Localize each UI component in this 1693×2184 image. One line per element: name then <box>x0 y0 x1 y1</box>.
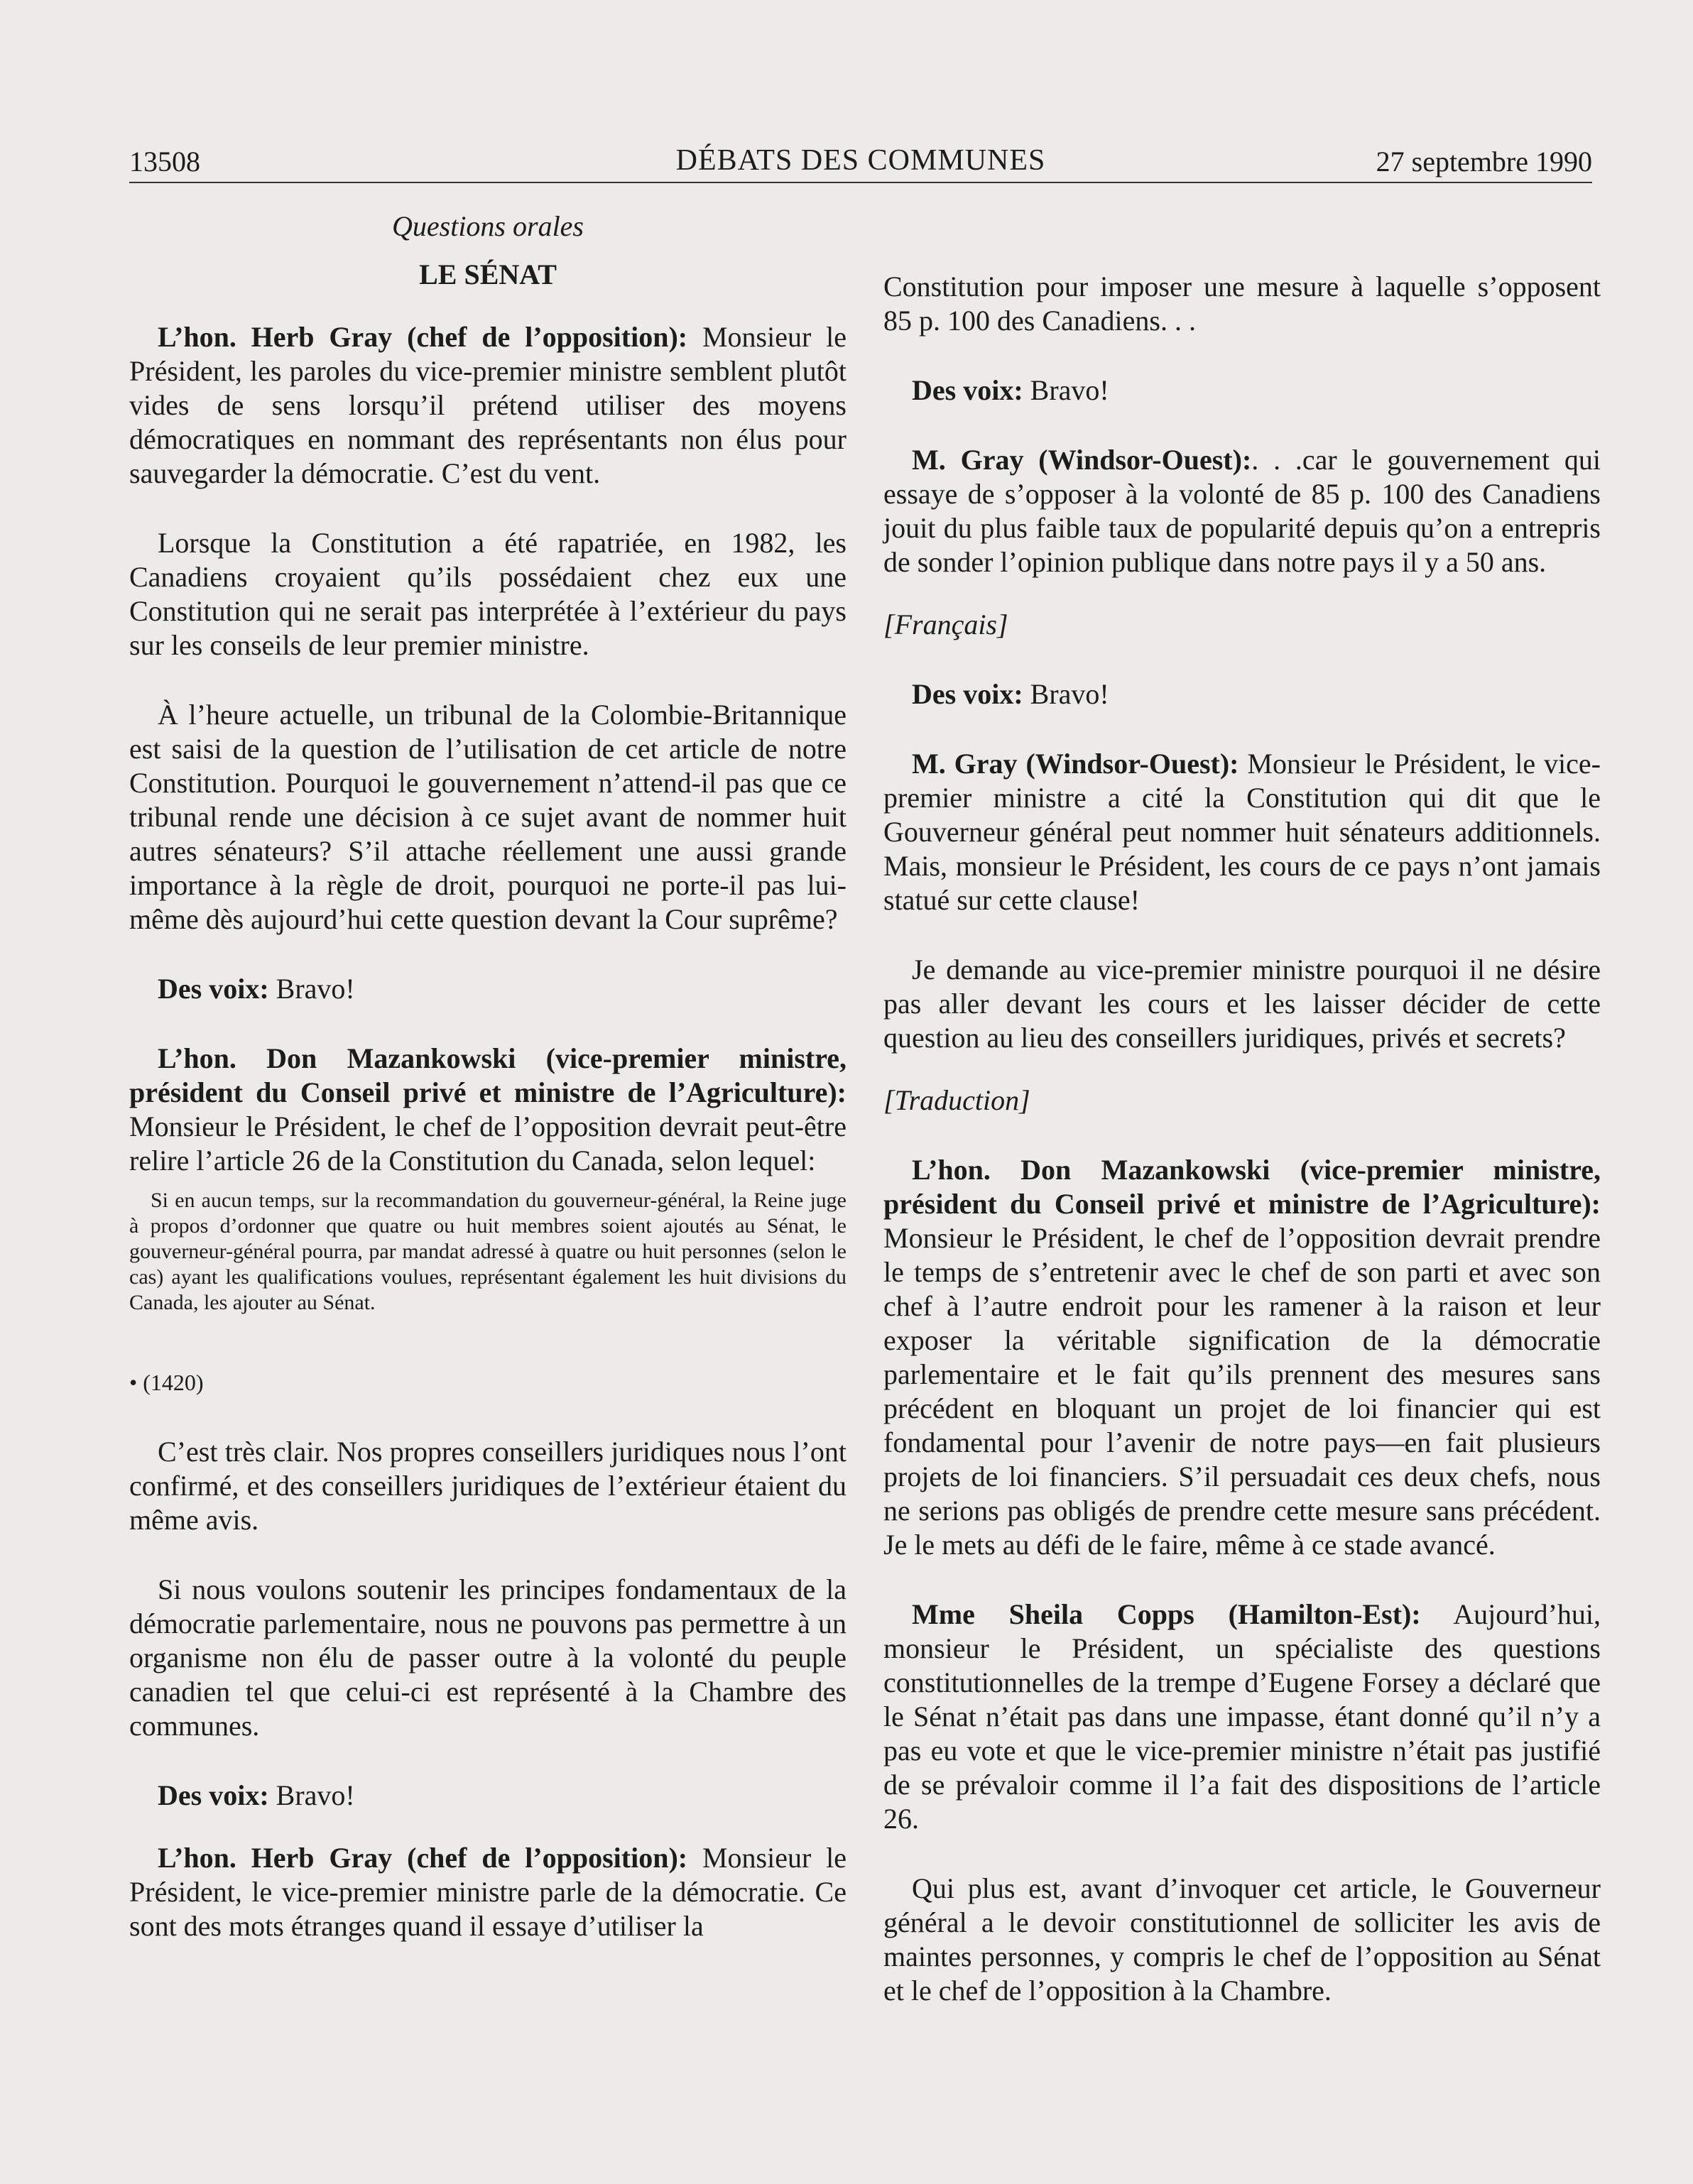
speaker-name: M. Gray (Windsor-Ouest): <box>912 748 1239 780</box>
language-marker: [Français] <box>883 608 1008 640</box>
paragraph: Si nous voulons soutenir les principes fondamentaux de la démocratie parlementaire, nous ne pouvons pas permettre à un organisme non élu de passer outre à la volonté du peuple canadien tel que celui-ci est représenté à la Chambre des communes. <box>129 1573 846 1742</box>
publication-date: 27 septembre 1990 <box>1376 146 1592 178</box>
left-column <box>129 209 846 1943</box>
paragraph <box>883 443 1601 579</box>
speech-text: Monsieur le Président, les paroles du vice-premier ministre semblent plutôt vides de sens lorsqu’il prétend utiliser des moyens démocratiques en nommant des représentants non élus pour sauvegarder la démocratie. C’est du vent. <box>129 321 847 489</box>
right-column <box>883 270 1601 2008</box>
paragraph: Lorsque la Constitution a été rapatriée, en 1982, les Canadiens croyaient qu’ils possédaient chez eux une Constitution qui ne serait pas interprétée à l’extérieur du pays sur les conseils de leur premier ministre. <box>129 527 846 661</box>
speech-text: Bravo! <box>1023 374 1109 406</box>
speech-text: Bravo! <box>1023 678 1109 710</box>
speech-text: Monsieur le Président, le chef de l’opposition devrait prendre le temps de s’entretenir avec le chef de son parti et avec son chef à l’autre endroit pour les ramener à la raison et leur exposer la véritable signification de la démocratie parlementaire et le fait qu’ils prennent des mesures sans précédent en bloquant un projet de loi financier qui est fondamental pour l’avenir de notre pays—en fait plusieurs projets de loi financiers. S’il persuadait ces deux chefs, nous ne serions pas obligés de prendre cette mesure sans précédent. Je le mets au défi de le faire, même à ce stade avancé. <box>883 1222 1601 1561</box>
speaker-name: L’hon. Herb Gray (chef de l’opposition): <box>158 1842 688 1874</box>
page-header <box>129 139 1592 183</box>
paragraph: C’est très clair. Nos propres conseillers juridiques nous l’ont confirmé, et des conseillers juridiques de l’extérieur étaient du même avis. <box>129 1436 846 1536</box>
paragraph <box>883 373 1601 408</box>
paragraph <box>129 1841 846 1943</box>
paragraph <box>129 320 846 491</box>
paragraph <box>129 1042 846 1178</box>
speaker-name: Des voix: <box>158 973 269 1005</box>
speaker-name: Des voix: <box>158 1779 269 1811</box>
page-number: 13508 <box>129 146 200 178</box>
speaker-name: Des voix: <box>912 374 1023 406</box>
speech-text: Bravo! <box>268 973 355 1005</box>
language-marker: [Traduction] <box>883 1084 1030 1116</box>
quoted-article: Si en aucun temps, sur la recommandation du gouverneur-général, la Reine juge à propos d’ordonner que quatre ou huit membres soient ajoutés au Sénat, le gouverneur-général pourra, par mandat adressé à quatre ou huit personnes (selon le cas) ayant les qualifications voulues, représentant également les huit divisions du Canada, les ajouter au Sénat. <box>129 1189 846 1314</box>
speaker-name: L’hon. Herb Gray (chef de l’opposition): <box>158 321 688 353</box>
paragraph: À l’heure actuelle, un tribunal de la Colombie-Britannique est saisi de la question de l’utilisation de cet article de notre Constitution. Pourquoi le gouvernement n’attend-il pas que ce tribunal rende une décision à ce sujet avant de nommer huit autres sénateurs? S’il attache réellement une aussi grande importance à la règle de droit, pourquoi ne porte-il pas lui-même dès aujourd’hui cette question devant la Cour suprême? <box>129 699 846 935</box>
paragraph <box>883 1598 1601 1836</box>
paragraph <box>883 1153 1601 1562</box>
publication-title: DÉBATS DES COMMUNES <box>675 144 1046 177</box>
speech-text: Aujourd’hui, monsieur le Président, un spécialiste des questions constitutionnelles de la trempe d’Eugene Forsey a déclaré que le Sénat n’était pas dans une impasse, étant donné qu’il n’y a pas eu vote et que le vice-premier ministre n’était pas justifié de se prévaloir comme il l’a fait des dispositions de l’article 26. <box>883 1598 1601 1835</box>
speech-text: Monsieur le Président, le vice-premier ministre parle de la démocratie. Ce sont des mots étranges quand il essaye d’utiliser la <box>129 1842 847 1942</box>
speaker-name: L’hon. Don Mazankowski (vice-premier ministre, président du Conseil privé et ministre de l’Agriculture): <box>129 1042 846 1108</box>
speaker-name: M. Gray (Windsor-Ouest): <box>912 444 1252 476</box>
speaker-name: Des voix: <box>912 678 1023 710</box>
paragraph <box>129 1779 846 1813</box>
paragraph: Constitution pour imposer une mesure à laquelle s’opposent 85 p. 100 des Canadiens. . . <box>883 271 1601 337</box>
section-subtitle: Questions orales <box>392 210 584 242</box>
speech-text: . . .car le gouvernement qui essaye de s’opposer à la volonté de 85 p. 100 des Canadiens jouit du plus faible taux de popularité depuis qu’on a entrepris de sonder l’opinion publique dans notre pays il y a 50 ans. <box>883 444 1601 578</box>
speech-text: Bravo! <box>268 1779 355 1811</box>
paragraph <box>883 747 1601 917</box>
paragraph <box>883 677 1601 711</box>
speech-text: Monsieur le Président, le vice-premier ministre a cité la Constitution qui dit que le Gouverneur général peut nommer huit sénateurs additionnels. Mais, monsieur le Président, les cours de ce pays n’ont jamais statué sur cette clause! <box>883 748 1601 916</box>
speech-text: Monsieur le Président, le chef de l’opposition devrait peut-être relire l’article 26 de la Constitution du Canada, selon lequel: <box>129 1110 846 1176</box>
time-marker: • (1420) <box>129 1370 204 1395</box>
paragraph: Qui plus est, avant d’invoquer cet article, le Gouverneur général a le devoir constitutionnel de solliciter les avis de maintes personnes, y compris le chef de l’opposition au Sénat et le chef de l’opposition à la Chambre. <box>883 1872 1601 2006</box>
speaker-name: L’hon. Don Mazankowski (vice-premier ministre, président du Conseil privé et ministre de l’Agriculture): <box>883 1154 1601 1220</box>
paragraph: Je demande au vice-premier ministre pourquoi il ne désire pas aller devant les cours et les laisser décider de cette question au lieu des conseillers juridiques, privés et secrets? <box>883 954 1601 1054</box>
speaker-name: Mme Sheila Copps (Hamilton-Est): <box>912 1598 1421 1630</box>
section-heading: LE SÉNAT <box>419 258 557 290</box>
paragraph <box>129 972 846 1006</box>
